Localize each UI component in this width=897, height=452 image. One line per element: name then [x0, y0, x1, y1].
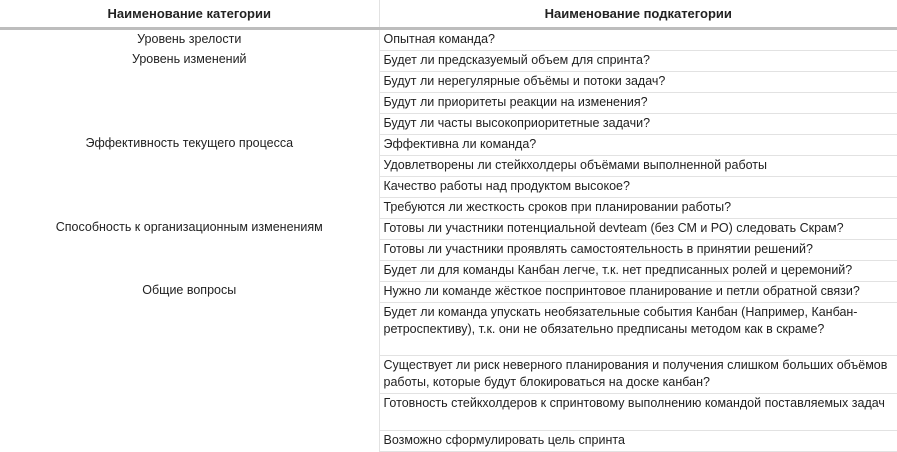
header-category[interactable]: Наименование категории	[0, 0, 379, 28]
category-cell[interactable]	[0, 197, 379, 218]
table-row	[0, 218, 897, 239]
table-row	[0, 281, 897, 302]
table-row	[0, 92, 897, 113]
table-row	[0, 113, 897, 134]
header-row	[0, 0, 897, 28]
category-cell[interactable]: Эффективность текущего процесса	[0, 134, 379, 155]
subcategory-cell[interactable]	[379, 218, 897, 239]
subcategory-text: Будет ли предсказуемый объем для спринта?	[383, 52, 650, 67]
subcategory-text: Будет ли для команды Канбан легче, т.к. нет предписанных ролей и церемоний?	[383, 262, 853, 277]
table-row	[0, 50, 897, 71]
subcategory-text: Будут ли нерегулярные объёмы и потоки задач?	[383, 73, 666, 88]
subcategory-text: Качество работы над продуктом высокое?	[383, 178, 630, 193]
category-cell[interactable]	[0, 302, 379, 355]
table-body	[0, 28, 897, 451]
subcategory-cell[interactable]	[379, 155, 897, 176]
subcategory-text: Существует ли риск неверного планирования и получения слишком больших объёмов работы, которые будут блокироваться на доске канбан?	[383, 357, 888, 389]
subcategory-cell[interactable]	[379, 134, 897, 155]
table-row	[0, 28, 897, 50]
category-cell[interactable]	[0, 430, 379, 451]
subcategory-cell[interactable]	[379, 28, 897, 50]
table-row	[0, 355, 897, 393]
subcategory-cell[interactable]	[379, 302, 897, 355]
subcategory-text: Нужно ли команде жёсткое поспринтовое планирование и петли обратной связи?	[383, 283, 860, 298]
table-row	[0, 393, 897, 430]
subcategory-cell[interactable]	[379, 197, 897, 218]
subcategory-cell[interactable]	[379, 281, 897, 302]
subcategory-text: Возможно сформулировать цель спринта	[383, 432, 625, 447]
subcategory-cell[interactable]	[379, 260, 897, 281]
category-cell[interactable]	[0, 71, 379, 92]
subcategory-cell[interactable]	[379, 92, 897, 113]
subcategory-text: Готовность стейкхолдеров к спринтовому выполнению командой поставляемых задач	[383, 395, 885, 410]
table-row	[0, 239, 897, 260]
subcategory-text: Готовы ли участники проявлять самостоятельность в принятии решений?	[383, 241, 813, 256]
subcategory-cell[interactable]	[379, 355, 897, 393]
table-row	[0, 197, 897, 218]
subcategory-text: Будут ли часты высокоприоритетные задачи?	[383, 115, 651, 130]
category-cell[interactable]: Уровень изменений	[0, 50, 379, 71]
subcategory-cell[interactable]	[379, 430, 897, 451]
category-cell[interactable]	[0, 239, 379, 260]
table-row	[0, 71, 897, 92]
table-row	[0, 155, 897, 176]
subcategory-cell[interactable]	[379, 50, 897, 71]
header-subcategory[interactable]: Наименование подкатегории	[379, 0, 897, 28]
table-row	[0, 134, 897, 155]
category-cell[interactable]	[0, 155, 379, 176]
subcategory-text: Удовлетворены ли стейкхолдеры объёмами выполненной работы	[383, 157, 767, 172]
table-row	[0, 302, 897, 355]
category-cell[interactable]	[0, 92, 379, 113]
category-cell[interactable]	[0, 176, 379, 197]
subcategory-text: Опытная команда?	[383, 31, 496, 46]
subcategory-text: Эффективна ли команда?	[383, 136, 537, 151]
subcategory-cell[interactable]	[379, 113, 897, 134]
category-cell[interactable]	[0, 113, 379, 134]
table-row	[0, 176, 897, 197]
subcategory-text: Готовы ли участники потенциальной devteam (без СМ и РО) следовать Скрам?	[383, 220, 844, 235]
subcategory-cell[interactable]	[379, 176, 897, 197]
subcategory-text: Требуются ли жесткость сроков при планировании работы?	[383, 199, 732, 214]
category-cell[interactable]	[0, 393, 379, 430]
category-cell[interactable]	[0, 260, 379, 281]
category-cell[interactable]: Способность к организационным изменениям	[0, 218, 379, 239]
subcategory-cell[interactable]	[379, 393, 897, 430]
subcategory-text: Будет ли команда упускать необязательные события Канбан (Например, Канбан-ретроспективу), т.к. они не обязательно предписаны методом как в скраме?	[383, 304, 858, 336]
subcategory-text: Будут ли приоритеты реакции на изменения?	[383, 94, 648, 109]
category-cell[interactable]: Уровень зрелости	[0, 28, 379, 50]
table-row	[0, 430, 897, 451]
category-cell[interactable]	[0, 355, 379, 393]
table-row	[0, 260, 897, 281]
subcategory-cell[interactable]	[379, 239, 897, 260]
category-cell[interactable]: Общие вопросы	[0, 281, 379, 302]
subcategory-cell[interactable]	[379, 71, 897, 92]
